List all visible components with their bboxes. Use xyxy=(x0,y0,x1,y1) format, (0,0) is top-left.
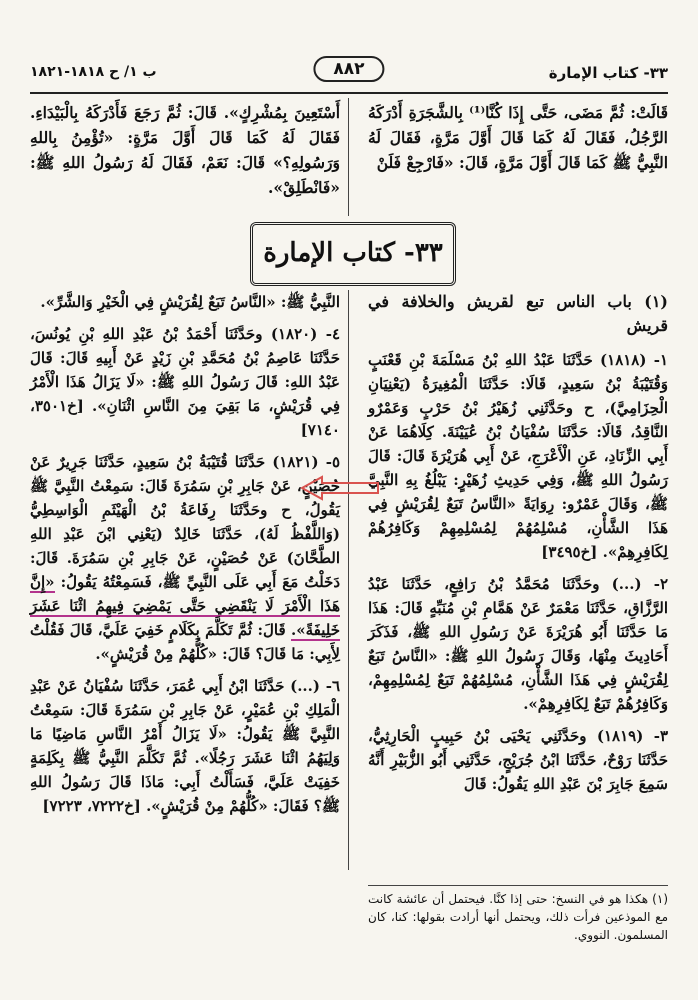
top-left-text: أَسْتَعِينَ بِمُشْرِكٍ». قَالَ: ثُمَّ رَجَعَ فَأَدْرَكَهُ بِالْبَيْدَاءِ. فَقَالَ لَهُ كَمَا قَالَ أَوَّلَ مَرَّةٍ: «تُؤْمِنُ بِاللهِ وَرَسُولِهِ؟» قَالَ: نَعَمْ، فَقَالَ لَهُ رَسُولُ اللهِ ﷺ: «فَانْطَلِقْ». xyxy=(30,103,340,197)
footnote-separator xyxy=(368,885,668,886)
column-divider xyxy=(348,290,349,870)
footnote: (١) هكذا هو في النسخ: حتى إذا كنَّا. فيحتمل أن عائشة كانت مع الموذعين فرأت ذلك، ويحتمل أنها أرادت بقولها: كنا، كان المسلمون. النووي. xyxy=(368,892,668,942)
right-column xyxy=(368,290,668,804)
book-title: ٣٣- كتاب الإمارة xyxy=(250,222,456,286)
page-header xyxy=(30,58,668,94)
hadith-1821 xyxy=(30,450,340,666)
hadith-1821-end: قَالَ: ثُمَّ تَكَلَّمَ بِكَلَامٍ خَفِيَ عَلَيَّ، قَالَ فَقُلْتُ لِأَبِي: مَا قَالَ؟ قَالَ: «كُلُّهُمْ مِنْ قُرَيْشٍ». xyxy=(30,621,340,663)
column-divider-top xyxy=(348,98,349,216)
red-arrow-annotation xyxy=(300,475,380,501)
left-column xyxy=(30,290,340,826)
hadith-1819-end: النَّبِيُّ ﷺ: «النَّاسُ تَبَعٌ لِقُرَيْشٍ فِي الْخَيْرِ وَالشَّرِّ». xyxy=(40,293,340,311)
page-number: ٨٨٢ xyxy=(313,56,384,82)
hadith-1821-b: ٦- (...) حَدَّثَنَا ابْنُ أَبِي عُمَرَ، حَدَّثَنَا سُفْيَانُ عَنْ عَبْدِ الْمَلِكِ بْنِ عُمَيْرٍ، عَنْ جَابِرِ بْنِ سَمُرَةَ قَالَ: سَمِعْتُ النَّبِيَّ ﷺ يَقُولُ: «لَا يَزَالُ أَمْرُ النَّاسِ مَاضِيًا مَا وَلِيَهُمُ اثْنَا عَشَرَ رَجُلًا». ثُمَّ تَكَلَّمَ النَّبِيُّ ﷺ بِكَلِمَةٍ خَفِيَتْ عَلَيَّ، فَسَأَلْتُ أَبِي: مَاذَا قَالَ رَسُولُ اللهِ ﷺ؟ فَقَالَ: «كُلُّهُمْ مِنْ قُرَيْشٍ». [خ٧٢٢٢، ٧٢٢٣] xyxy=(30,677,340,815)
hadith-1819: ٣- (١٨١٩) وحَدَّثَنِي يَحْيَى بْنُ حَبِيبٍ الْحَارِثِيُّ، حَدَّثَنَا رَوْحٌ، حَدَّثَنَا ابْنُ جُرَيْجٍ، حَدَّثَنِي أَبُو الزُّبَيْرِ أَنَّهُ سَمِعَ جَابِرَ بْنَ عَبْدِ اللهِ يَقُولُ: قَالَ xyxy=(368,727,669,793)
hadith-1820: ٤- (١٨٢٠) وحَدَّثَنَا أَحْمَدُ بْنُ عَبْدِ اللهِ بْنِ يُونُسَ، حَدَّثَنَا عَاصِمُ بْنُ مُحَمَّدِ بْنِ زَيْدٍ عَنْ أَبِيهِ قَالَ: قَالَ عَبْدُ اللهِ: قَالَ رَسُولُ اللهِ ﷺ: «لَا يَزَالُ هَذَا الْأَمْرُ فِي قُرَيْشٍ، مَا بَقِيَ مِنَ النَّاسِ اثْنَانِ». [خ٣٥٠١، ٧١٤٠] xyxy=(30,325,340,439)
hadith-1818: ١- (١٨١٨) حَدَّثَنَا عَبْدُ اللهِ بْنُ مَسْلَمَةَ بْنِ قَعْنَبٍ وَقُتَيْبَةُ بْنُ سَعِيدٍ، قَالَا: حَدَّثَنَا الْمُغِيرَةُ (يَعْنِيَانِ الْحِزَامِيَّ)، ح وحَدَّثَنِي زُهَيْرُ بْنُ حَرْبٍ وَعَمْرٌو النَّاقِدُ، قَالَا: حَدَّثَنَا سُفْيَانُ بْنُ عُيَيْنَةَ. كِلَاهُمَا عَنْ أَبِي الزِّنَادِ، عَنِ الْأَعْرَجِ، عَنْ أَبِي هُرَيْرَةَ قَالَ: قَالَ رَسُولُ اللهِ ﷺ، وَفِي حَدِيثِ زُهَيْرٍ: يَبْلُغُ بِهِ النَّبِيَّ ﷺ، وَقَالَ عَمْرٌو: رِوَايَةً «النَّاسُ تَبَعٌ لِقُرَيْشٍ فِي هَذَا الشَّأْنِ، مُسْلِمُهُمْ لِمُسْلِمِهِمْ وَكَافِرُهُمْ لِكَافِرِهِمْ». [خ٣٤٩٥] xyxy=(368,351,668,561)
hadith-range: ب ١/ ح ١٨١٨-١٨٢١ xyxy=(30,64,157,80)
hadith-1818-b: ٢- (...) وحَدَّثَنَا مُحَمَّدُ بْنُ رَافِعٍ، حَدَّثَنَا عَبْدُ الرَّزَّاقِ، حَدَّثَنَا مَعْمَرٌ عَنْ هَمَّامِ بْنِ مُنَبِّهٍ قَالَ: هَذَا مَا حَدَّثَنَا أَبُو هُرَيْرَةَ عَنْ رَسُولِ اللهِ ﷺ، فَذَكَرَ أَحَادِيثَ مِنْهَا، وَقَالَ رَسُولُ اللهِ ﷺ: «النَّاسُ تَبَعٌ لِقُرَيْشٍ فِي هَذَا الشَّأْنِ، مُسْلِمُهُمْ تَبَعٌ لِمُسْلِمِهِمْ، وَكَافِرُهُمْ تَبَعٌ لِكَافِرِهِمْ». xyxy=(368,575,668,713)
hadith-1821-isnad: ٥- (١٨٢١) حَدَّثَنَا قُتَيْبَةُ بْنُ سَعِيدٍ، حَدَّثَنَا جَرِيرٌ عَنْ حُصَيْنٍ، عَنْ جَابِرِ بْنِ سَمُرَةَ قَالَ: سَمِعْتُ النَّبِيَّ ﷺ يَقُولُ، ح وحَدَّثَنَا رِفَاعَةُ بْنُ الْهَيْثَمِ الْوَاسِطِيُّ (وَاللَّفْظُ لَهُ)، حَدَّثَنَا خَالِدٌ (يَعْنِي ابْنَ عَبْدِ اللهِ الطَّحَّانَ) عَنْ حُصَيْنٍ، عَنْ جَابِرِ بْنِ سَمُرَةَ. قَالَ: دَخَلْتُ مَعَ أَبِي عَلَى النَّبِيِّ ﷺ، فَسَمِعْتُهُ يَقُولُ: xyxy=(30,453,340,591)
top-right-text: قَالَتْ: ثُمَّ مَضَى، حَتَّى إِذَا كُنَّا⁽¹⁾ بِالشَّجَرَةِ أَدْرَكَهُ الرَّجُلُ، فَقَالَ لَهُ كَمَا قَالَ أَوَّلَ مَرَّةٍ، فَقَالَ لَهُ النَّبِيُّ ﷺ كَمَا قَالَ أَوَّلَ مَرَّةٍ، قَالَ: «فَارْجِعْ فَلَنْ xyxy=(368,103,668,172)
chapter-running-title: ٣٣- كتاب الإمارة xyxy=(548,64,668,82)
highlighted-matn: «إِنَّ هَذَا الْأَمْرَ لَا يَنْقَضِي حَتَّى يَمْضِيَ فِيهِمُ اثْنَا عَشَرَ خَلِيفَةً». xyxy=(30,573,340,639)
chapter-heading: (١) باب الناس تبع لقريش والخلافة في قريش xyxy=(368,292,668,335)
